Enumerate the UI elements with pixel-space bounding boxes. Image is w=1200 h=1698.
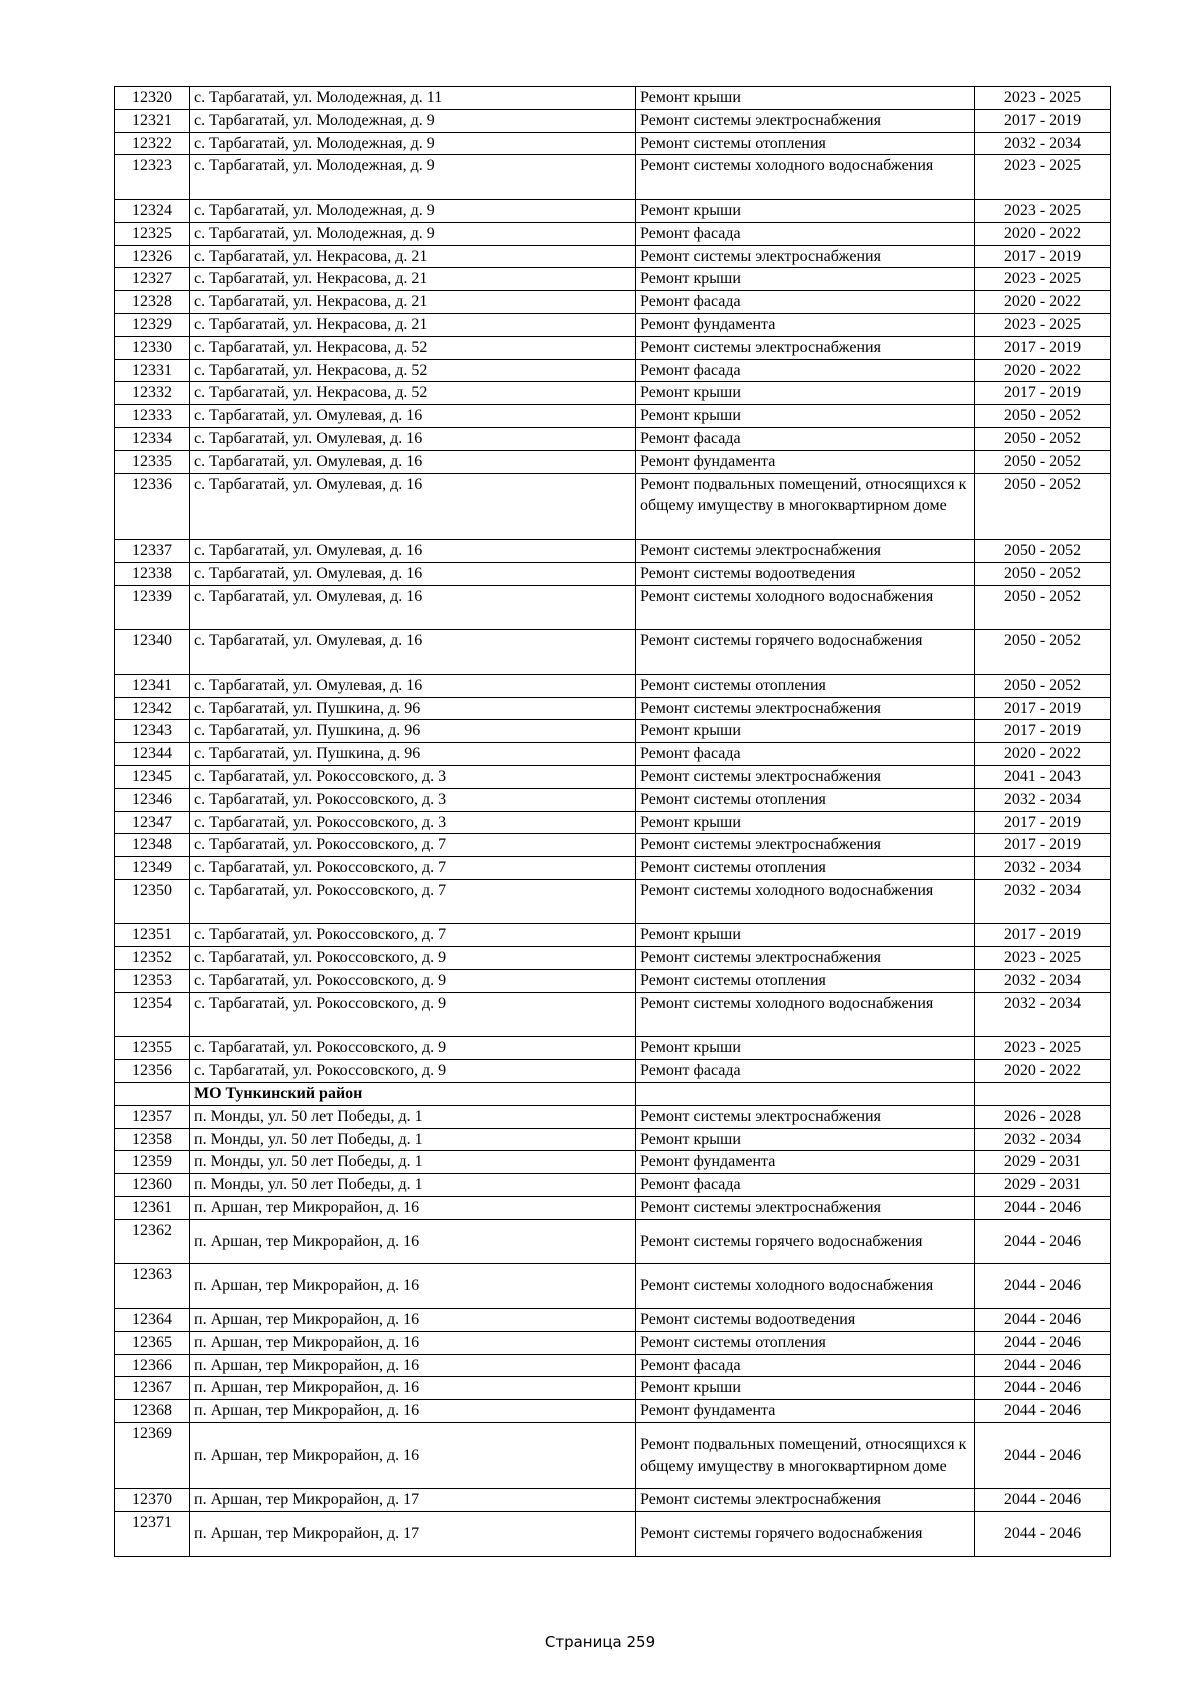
row-work-type: Ремонт системы электроснабжения <box>636 245 975 268</box>
row-period: 2050 - 2052 <box>975 674 1111 697</box>
row-number: 12367 <box>115 1377 190 1400</box>
row-period: 2044 - 2046 <box>975 1489 1111 1512</box>
table-row <box>115 857 1111 880</box>
row-address: с. Тарбагатай, ул. Рокоссовского, д. 7 <box>190 857 636 880</box>
row-work-type: Ремонт системы отопления <box>636 132 975 155</box>
row-address: с. Тарбагатай, ул. Рокоссовского, д. 7 <box>190 879 636 924</box>
row-address: с. Тарбагатай, ул. Молодежная, д. 11 <box>190 87 636 110</box>
row-period: 2023 - 2025 <box>975 313 1111 336</box>
row-number: 12348 <box>115 834 190 857</box>
row-number: 12337 <box>115 539 190 562</box>
table-row <box>115 450 1111 473</box>
table-row <box>115 992 1111 1037</box>
row-address: с. Тарбагатай, ул. Некрасова, д. 21 <box>190 268 636 291</box>
row-number: 12329 <box>115 313 190 336</box>
row-work-type: Ремонт фасада <box>636 427 975 450</box>
row-address: с. Тарбагатай, ул. Омулевая, д. 16 <box>190 630 636 675</box>
row-number: 12363 <box>115 1264 190 1309</box>
row-address: с. Тарбагатай, ул. Пушкина, д. 96 <box>190 743 636 766</box>
table-row <box>115 1219 1111 1264</box>
row-work-type: Ремонт крыши <box>636 87 975 110</box>
table-row <box>115 268 1111 291</box>
row-work-type: Ремонт фасада <box>636 222 975 245</box>
table-row <box>115 1151 1111 1174</box>
row-work-type: Ремонт крыши <box>636 405 975 428</box>
table-row <box>115 1354 1111 1377</box>
table-row <box>115 1331 1111 1354</box>
row-period: 2017 - 2019 <box>975 109 1111 132</box>
row-work-type: Ремонт системы электроснабжения <box>636 109 975 132</box>
row-period: 2044 - 2046 <box>975 1197 1111 1220</box>
row-address: с. Тарбагатай, ул. Пушкина, д. 96 <box>190 720 636 743</box>
row-work-type: Ремонт системы электроснабжения <box>636 765 975 788</box>
row-work-type: Ремонт системы холодного водоснабжения <box>636 992 975 1037</box>
row-work-type: Ремонт фундамента <box>636 313 975 336</box>
table-row <box>115 1512 1111 1557</box>
table-row <box>115 539 1111 562</box>
table-row <box>115 811 1111 834</box>
row-work-type: Ремонт системы электроснабжения <box>636 834 975 857</box>
table-row <box>115 720 1111 743</box>
row-address: с. Тарбагатай, ул. Некрасова, д. 52 <box>190 382 636 405</box>
table-row <box>115 743 1111 766</box>
row-period: 2050 - 2052 <box>975 539 1111 562</box>
table-row <box>115 1309 1111 1332</box>
row-work-type: Ремонт системы электроснабжения <box>636 1105 975 1128</box>
table-row <box>115 1377 1111 1400</box>
row-work-type: Ремонт системы электроснабжения <box>636 697 975 720</box>
row-address: п. Аршан, тер Микрорайон, д. 16 <box>190 1377 636 1400</box>
row-number: 12364 <box>115 1309 190 1332</box>
row-work-type: Ремонт системы водоотведения <box>636 562 975 585</box>
row-number: 12361 <box>115 1197 190 1220</box>
row-work-type: Ремонт крыши <box>636 1037 975 1060</box>
row-period: 2017 - 2019 <box>975 245 1111 268</box>
row-period: 2029 - 2031 <box>975 1174 1111 1197</box>
row-number: 12327 <box>115 268 190 291</box>
table-row <box>115 1037 1111 1060</box>
table-row <box>115 562 1111 585</box>
table-row <box>115 879 1111 924</box>
row-number: 12351 <box>115 924 190 947</box>
row-number: 12362 <box>115 1219 190 1264</box>
row-work-type: Ремонт фасада <box>636 1060 975 1083</box>
row-period: 2050 - 2052 <box>975 405 1111 428</box>
row-period: 2023 - 2025 <box>975 155 1111 200</box>
row-period: 2041 - 2043 <box>975 765 1111 788</box>
row-work-type: Ремонт системы электроснабжения <box>636 539 975 562</box>
row-address: п. Монды, ул. 50 лет Победы, д. 1 <box>190 1105 636 1128</box>
table-row <box>115 336 1111 359</box>
row-address: п. Монды, ул. 50 лет Победы, д. 1 <box>190 1128 636 1151</box>
row-address: с. Тарбагатай, ул. Рокоссовского, д. 7 <box>190 924 636 947</box>
row-period: 2032 - 2034 <box>975 857 1111 880</box>
row-period: 2044 - 2046 <box>975 1331 1111 1354</box>
row-number: 12320 <box>115 87 190 110</box>
row-number: 12341 <box>115 674 190 697</box>
row-period: 2050 - 2052 <box>975 630 1111 675</box>
section-title: МО Тункинский район <box>190 1083 636 1106</box>
row-address: с. Тарбагатай, ул. Молодежная, д. 9 <box>190 199 636 222</box>
row-address: п. Монды, ул. 50 лет Победы, д. 1 <box>190 1174 636 1197</box>
row-number: 12334 <box>115 427 190 450</box>
row-number: 12365 <box>115 1331 190 1354</box>
row-number: 12333 <box>115 405 190 428</box>
row-period: 2044 - 2046 <box>975 1512 1111 1557</box>
table-row <box>115 834 1111 857</box>
row-period: 2044 - 2046 <box>975 1264 1111 1309</box>
table-row <box>115 970 1111 993</box>
row-number: 12324 <box>115 199 190 222</box>
row-work-type: Ремонт крыши <box>636 924 975 947</box>
row-address: п. Аршан, тер Микрорайон, д. 17 <box>190 1489 636 1512</box>
row-address: п. Монды, ул. 50 лет Победы, д. 1 <box>190 1151 636 1174</box>
repair-schedule-table <box>114 86 1111 1557</box>
table-row <box>115 132 1111 155</box>
row-work-type: Ремонт системы отопления <box>636 788 975 811</box>
row-period: 2050 - 2052 <box>975 562 1111 585</box>
row-period: 2020 - 2022 <box>975 1060 1111 1083</box>
row-work-type: Ремонт системы холодного водоснабжения <box>636 155 975 200</box>
row-number: 12354 <box>115 992 190 1037</box>
row-address: п. Аршан, тер Микрорайон, д. 17 <box>190 1512 636 1557</box>
row-period: 2017 - 2019 <box>975 924 1111 947</box>
row-period: 2029 - 2031 <box>975 1151 1111 1174</box>
row-number: 12359 <box>115 1151 190 1174</box>
row-address: с. Тарбагатай, ул. Молодежная, д. 9 <box>190 109 636 132</box>
row-work-type: Ремонт подвальных помещений, относящихся к общему имуществу в многоквартирном доме <box>636 1423 975 1489</box>
table-row <box>115 109 1111 132</box>
row-period: 2032 - 2034 <box>975 879 1111 924</box>
row-address: с. Тарбагатай, ул. Омулевая, д. 16 <box>190 427 636 450</box>
row-number: 12331 <box>115 359 190 382</box>
row-period: 2050 - 2052 <box>975 450 1111 473</box>
row-period: 2050 - 2052 <box>975 473 1111 539</box>
row-number: 12336 <box>115 473 190 539</box>
row-period: 2050 - 2052 <box>975 427 1111 450</box>
row-address: п. Аршан, тер Микрорайон, д. 16 <box>190 1309 636 1332</box>
table-row <box>115 1489 1111 1512</box>
row-address: с. Тарбагатай, ул. Пушкина, д. 96 <box>190 697 636 720</box>
row-work-type: Ремонт системы электроснабжения <box>636 1197 975 1220</box>
row-address: п. Аршан, тер Микрорайон, д. 16 <box>190 1331 636 1354</box>
row-work-type: Ремонт системы отопления <box>636 674 975 697</box>
row-address: п. Аршан, тер Микрорайон, д. 16 <box>190 1219 636 1264</box>
row-number: 12366 <box>115 1354 190 1377</box>
row-period: 2044 - 2046 <box>975 1309 1111 1332</box>
table-row <box>115 473 1111 539</box>
row-period: 2017 - 2019 <box>975 382 1111 405</box>
row-number: 12360 <box>115 1174 190 1197</box>
row-number: 12346 <box>115 788 190 811</box>
row-number: 12343 <box>115 720 190 743</box>
table-row <box>115 245 1111 268</box>
row-address: с. Тарбагатай, ул. Рокоссовского, д. 7 <box>190 834 636 857</box>
row-number: 12338 <box>115 562 190 585</box>
row-address: с. Тарбагатай, ул. Рокоссовского, д. 9 <box>190 1037 636 1060</box>
row-work-type: Ремонт фасада <box>636 1354 975 1377</box>
table-row <box>115 585 1111 630</box>
row-work-type: Ремонт системы горячего водоснабжения <box>636 1219 975 1264</box>
row-number: 12330 <box>115 336 190 359</box>
row-address: п. Аршан, тер Микрорайон, д. 16 <box>190 1197 636 1220</box>
row-period: 2044 - 2046 <box>975 1354 1111 1377</box>
row-number: 12355 <box>115 1037 190 1060</box>
table-row <box>115 291 1111 314</box>
row-number: 12358 <box>115 1128 190 1151</box>
row-work-type: Ремонт фундамента <box>636 1400 975 1423</box>
row-address: с. Тарбагатай, ул. Рокоссовского, д. 9 <box>190 947 636 970</box>
row-period: 2032 - 2034 <box>975 992 1111 1037</box>
row-period: 2044 - 2046 <box>975 1377 1111 1400</box>
row-period: 2044 - 2046 <box>975 1423 1111 1489</box>
row-period: 2026 - 2028 <box>975 1105 1111 1128</box>
row-address: с. Тарбагатай, ул. Некрасова, д. 21 <box>190 291 636 314</box>
row-work-type: Ремонт системы холодного водоснабжения <box>636 585 975 630</box>
row-period <box>975 1083 1111 1106</box>
table-row <box>115 222 1111 245</box>
row-work-type: Ремонт системы электроснабжения <box>636 1489 975 1512</box>
row-period: 2020 - 2022 <box>975 743 1111 766</box>
row-address: с. Тарбагатай, ул. Омулевая, д. 16 <box>190 473 636 539</box>
row-number: 12321 <box>115 109 190 132</box>
row-work-type: Ремонт системы холодного водоснабжения <box>636 1264 975 1309</box>
row-number: 12326 <box>115 245 190 268</box>
row-address: с. Тарбагатай, ул. Рокоссовского, д. 3 <box>190 765 636 788</box>
row-address: п. Аршан, тер Микрорайон, д. 16 <box>190 1423 636 1489</box>
row-work-type: Ремонт системы горячего водоснабжения <box>636 630 975 675</box>
row-work-type: Ремонт системы отопления <box>636 1331 975 1354</box>
table-row <box>115 947 1111 970</box>
row-number: 12332 <box>115 382 190 405</box>
row-number: 12325 <box>115 222 190 245</box>
row-number: 12347 <box>115 811 190 834</box>
row-address: п. Аршан, тер Микрорайон, д. 16 <box>190 1264 636 1309</box>
row-period: 2044 - 2046 <box>975 1219 1111 1264</box>
table-row <box>115 1197 1111 1220</box>
table-row <box>115 1060 1111 1083</box>
table-row <box>115 1174 1111 1197</box>
row-number: 12350 <box>115 879 190 924</box>
table-row <box>115 765 1111 788</box>
row-period: 2023 - 2025 <box>975 87 1111 110</box>
table-row <box>115 630 1111 675</box>
row-period: 2017 - 2019 <box>975 811 1111 834</box>
row-address: с. Тарбагатай, ул. Рокоссовского, д. 9 <box>190 992 636 1037</box>
row-work-type: Ремонт фундамента <box>636 1151 975 1174</box>
row-number: 12356 <box>115 1060 190 1083</box>
row-address: с. Тарбагатай, ул. Некрасова, д. 52 <box>190 359 636 382</box>
row-address: с. Тарбагатай, ул. Омулевая, д. 16 <box>190 585 636 630</box>
row-work-type: Ремонт системы холодного водоснабжения <box>636 879 975 924</box>
row-period: 2020 - 2022 <box>975 222 1111 245</box>
row-period: 2017 - 2019 <box>975 336 1111 359</box>
row-period: 2023 - 2025 <box>975 1037 1111 1060</box>
row-work-type: Ремонт фундамента <box>636 450 975 473</box>
table-row <box>115 359 1111 382</box>
row-address: с. Тарбагатай, ул. Некрасова, д. 21 <box>190 313 636 336</box>
row-period: 2032 - 2034 <box>975 132 1111 155</box>
row-number: 12323 <box>115 155 190 200</box>
row-period: 2032 - 2034 <box>975 788 1111 811</box>
row-address: с. Тарбагатай, ул. Молодежная, д. 9 <box>190 155 636 200</box>
row-period: 2044 - 2046 <box>975 1400 1111 1423</box>
row-number: 12342 <box>115 697 190 720</box>
row-address: с. Тарбагатай, ул. Некрасова, д. 21 <box>190 245 636 268</box>
row-number <box>115 1083 190 1106</box>
table-row <box>115 924 1111 947</box>
row-number: 12352 <box>115 947 190 970</box>
row-work-type: Ремонт крыши <box>636 268 975 291</box>
row-work-type: Ремонт системы электроснабжения <box>636 336 975 359</box>
row-period: 2020 - 2022 <box>975 291 1111 314</box>
table-row <box>115 674 1111 697</box>
section-header-row <box>115 1083 1111 1106</box>
document-sheet <box>114 86 1110 1557</box>
table-row <box>115 1264 1111 1309</box>
row-period: 2017 - 2019 <box>975 697 1111 720</box>
row-number: 12328 <box>115 291 190 314</box>
table-row <box>115 1400 1111 1423</box>
row-address: с. Тарбагатай, ул. Омулевая, д. 16 <box>190 539 636 562</box>
row-number: 12345 <box>115 765 190 788</box>
row-work-type: Ремонт крыши <box>636 1128 975 1151</box>
row-address: с. Тарбагатай, ул. Омулевая, д. 16 <box>190 562 636 585</box>
table-row <box>115 1105 1111 1128</box>
row-number: 12353 <box>115 970 190 993</box>
row-period: 2020 - 2022 <box>975 359 1111 382</box>
row-number: 12357 <box>115 1105 190 1128</box>
row-address: с. Тарбагатай, ул. Рокоссовского, д. 9 <box>190 1060 636 1083</box>
row-work-type <box>636 1083 975 1106</box>
row-address: с. Тарбагатай, ул. Молодежная, д. 9 <box>190 132 636 155</box>
row-work-type: Ремонт системы отопления <box>636 857 975 880</box>
row-number: 12368 <box>115 1400 190 1423</box>
row-number: 12349 <box>115 857 190 880</box>
row-number: 12370 <box>115 1489 190 1512</box>
row-work-type: Ремонт системы горячего водоснабжения <box>636 1512 975 1557</box>
table-row <box>115 313 1111 336</box>
row-work-type: Ремонт фасада <box>636 291 975 314</box>
row-period: 2023 - 2025 <box>975 199 1111 222</box>
row-number: 12335 <box>115 450 190 473</box>
row-work-type: Ремонт системы отопления <box>636 970 975 993</box>
row-address: п. Аршан, тер Микрорайон, д. 16 <box>190 1354 636 1377</box>
row-work-type: Ремонт фасада <box>636 1174 975 1197</box>
row-address: с. Тарбагатай, ул. Омулевая, д. 16 <box>190 450 636 473</box>
row-work-type: Ремонт фасада <box>636 359 975 382</box>
table-row <box>115 199 1111 222</box>
row-address: с. Тарбагатай, ул. Рокоссовского, д. 9 <box>190 970 636 993</box>
table-row <box>115 1423 1111 1489</box>
row-number: 12339 <box>115 585 190 630</box>
row-period: 2017 - 2019 <box>975 834 1111 857</box>
table-row <box>115 1128 1111 1151</box>
row-period: 2050 - 2052 <box>975 585 1111 630</box>
row-address: с. Тарбагатай, ул. Омулевая, д. 16 <box>190 674 636 697</box>
row-address: с. Тарбагатай, ул. Омулевая, д. 16 <box>190 405 636 428</box>
table-row <box>115 427 1111 450</box>
row-work-type: Ремонт крыши <box>636 720 975 743</box>
table-row <box>115 155 1111 200</box>
row-address: с. Тарбагатай, ул. Молодежная, д. 9 <box>190 222 636 245</box>
row-address: с. Тарбагатай, ул. Рокоссовского, д. 3 <box>190 788 636 811</box>
row-address: п. Аршан, тер Микрорайон, д. 16 <box>190 1400 636 1423</box>
page-number-footer: Страница 259 <box>544 1633 656 1651</box>
row-work-type: Ремонт крыши <box>636 199 975 222</box>
table-row <box>115 697 1111 720</box>
table-row <box>115 788 1111 811</box>
row-period: 2023 - 2025 <box>975 268 1111 291</box>
row-number: 12371 <box>115 1512 190 1557</box>
row-work-type: Ремонт подвальных помещений, относящихся к общему имуществу в многоквартирном доме <box>636 473 975 539</box>
table-row <box>115 405 1111 428</box>
table-row <box>115 382 1111 405</box>
row-number: 12340 <box>115 630 190 675</box>
row-work-type: Ремонт крыши <box>636 382 975 405</box>
row-number: 12344 <box>115 743 190 766</box>
row-number: 12369 <box>115 1423 190 1489</box>
row-address: с. Тарбагатай, ул. Рокоссовского, д. 3 <box>190 811 636 834</box>
row-address: с. Тарбагатай, ул. Некрасова, д. 52 <box>190 336 636 359</box>
row-work-type: Ремонт крыши <box>636 1377 975 1400</box>
row-work-type: Ремонт системы электроснабжения <box>636 947 975 970</box>
row-work-type: Ремонт фасада <box>636 743 975 766</box>
row-work-type: Ремонт крыши <box>636 811 975 834</box>
row-period: 2023 - 2025 <box>975 947 1111 970</box>
row-period: 2032 - 2034 <box>975 1128 1111 1151</box>
row-work-type: Ремонт системы водоотведения <box>636 1309 975 1332</box>
row-number: 12322 <box>115 132 190 155</box>
table-row <box>115 87 1111 110</box>
row-period: 2032 - 2034 <box>975 970 1111 993</box>
row-period: 2017 - 2019 <box>975 720 1111 743</box>
